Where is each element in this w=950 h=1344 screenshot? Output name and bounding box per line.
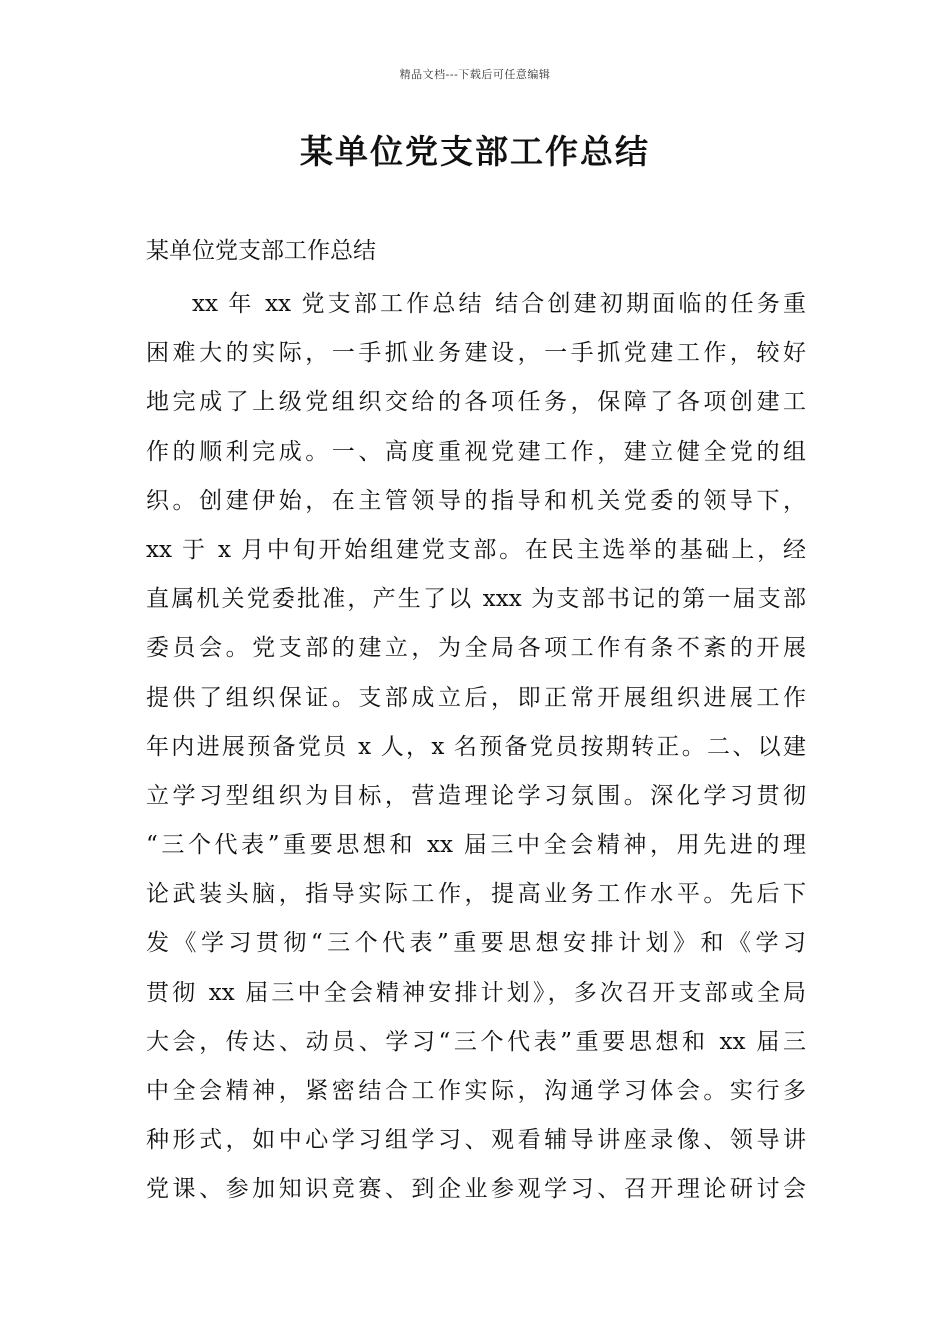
body-line: 种形式，如中心学习组学习、观看辅导讲座录像、领导讲 [146, 1127, 806, 1154]
body-line: 提供了组织保证。支部成立后，即正常开展组织进展工作 [146, 684, 806, 711]
body-line: xx 年 xx 党支部工作总结 结合创建初期面临的任务重 [192, 291, 806, 317]
body-line: 地完成了上级党组织交给的各项任务，保障了各项创建工 [146, 389, 806, 416]
body-line: 贯彻 xx 届三中全会精神安排计划》，多次召开支部或全局 [146, 979, 806, 1006]
body-line: 织。创建伊始，在主管领导的指导和机关党委的领导下， [146, 487, 806, 514]
body-line: 发《学习贯彻“三个代表”重要思想安排计划》和《学习 [146, 930, 806, 957]
body-line: xx 于 x 月中旬开始组建党支部。在民主选举的基础上，经 [146, 536, 806, 563]
body-line: 中全会精神，紧密结合工作实际，沟通学习体会。实行多 [146, 1078, 806, 1104]
body-line: 委员会。党支部的建立，为全局各项工作有条不紊的开展 [146, 635, 806, 662]
document-subtitle: 某单位党支部工作总结 [146, 238, 376, 264]
body-line: 困难大的实际，一手抓业务建设，一手抓党建工作，较好 [146, 340, 806, 367]
body-line: 论武装头脑，指导实际工作，提高业务工作水平。先后下 [146, 881, 806, 908]
body-line: 党课、参加知识竞赛、到企业参观学习、召开理论研讨会 [146, 1176, 806, 1203]
document-title: 某单位党支部工作总结 [300, 132, 650, 171]
body-line: 作的顺利完成。一、高度重视党建工作，建立健全党的组 [146, 438, 806, 465]
body-line: 直属机关党委批准，产生了以 xxx 为支部书记的第一届支部 [146, 586, 806, 613]
body-line: 大会，传达、动员、学习“三个代表”重要思想和 xx 届三 [146, 1028, 806, 1055]
document-body [146, 280, 806, 1215]
body-line: “三个代表”重要思想和 xx 届三中全会精神，用先进的理 [146, 832, 806, 859]
header-note: 精品文档---下载后可任意编辑 [399, 68, 551, 81]
body-line: 年内进展预备党员 x 人，x 名预备党员按期转正。二、以建 [146, 733, 806, 760]
body-line: 立学习型组织为目标，营造理论学习氛围。深化学习贯彻 [146, 782, 806, 809]
